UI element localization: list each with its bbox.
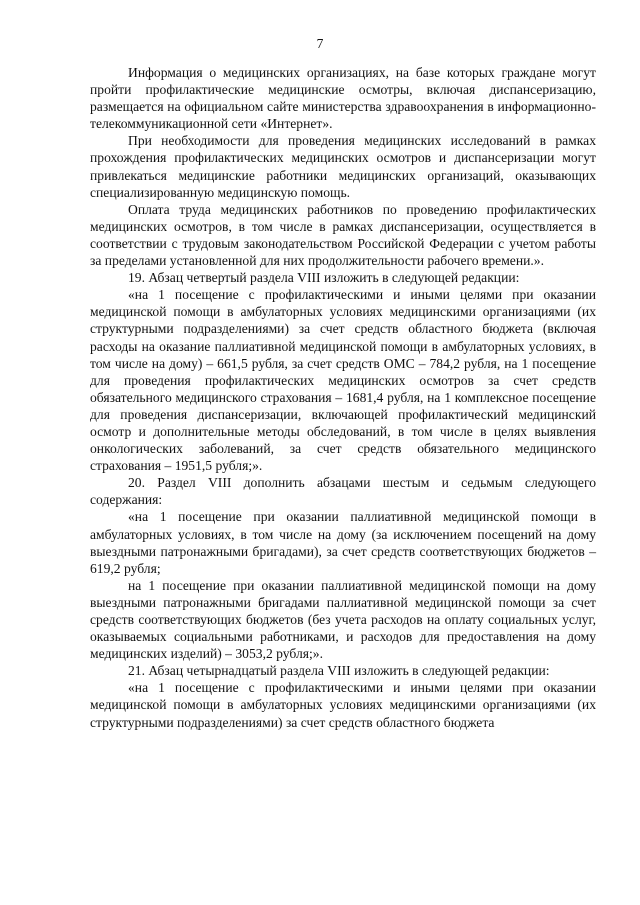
paragraph-item-20-sixth: «на 1 посещение при оказании паллиативной медицинской помощи в амбулаторных условиях, в том числе на дому (за исключением посещений на дому выездными патронажными бригадами), за счет средств соответствующих бюджетов – 619,2 рубля; bbox=[90, 509, 596, 576]
paragraph-medical-organizations-info: Информация о медицинских организациях, на базе которых граждане могут пройти профилактические медицинские осмотры, включая диспансеризацию, размещается на официальном сайте министерства здравоохранения в информационно-телекоммуникационной сети «Интернет». bbox=[90, 65, 596, 132]
paragraph-labor-payment: Оплата труда медицинских работников по проведению профилактических медицинских осмотров, в том числе в рамках диспансеризации, осуществляется в соответствии с трудовым законодательством Российской Федерации с учетом работы за пределами установленной для них продолжительности рабочего времени.». bbox=[90, 201, 596, 269]
page-number: 7 bbox=[316, 36, 324, 51]
paragraph-medical-workers-involvement: При необходимости для проведения медицинских исследований в рамках прохождения профилактических медицинских осмотров и диспансеризации могут привлекаться медицинские работники медицинских организаций, оказывающих специализированную медицинскую помощь. bbox=[90, 133, 596, 200]
paragraph-item-21: 21. Абзац четырнадцатый раздела VIII изложить в следующей редакции: bbox=[128, 663, 550, 679]
paragraph-item-19: 19. Абзац четвертый раздела VIII изложить в следующей редакции: bbox=[128, 270, 520, 286]
paragraph-item-19-text: «на 1 посещение с профилактическими и иными целями при оказании медицинской помощи в амбулаторных условиях медицинскими организациями (их структурными подразделениями) за счет средств областного бюджета (включая расходы на оказание паллиативной медицинской помощи в амбулаторных условиях, в том числе на дому) – 661,5 рубля, за счет средств ОМС – 784,2 рубля, на 1 посещение для проведения профилактических медицинских осмотров за счет средств обязательного медицинского страхования – 1681,4 рубля, на 1 комплексное посещение для проведения диспансеризации, включающей профилактический медицинский осмотр и дополнительные методы обследований, в том числе в целях выявления онкологических заболеваний, за счет средств обязательного медицинского страхования – 1951,5 рубля;». bbox=[90, 287, 596, 474]
paragraph-item-20: 20. Раздел VIII дополнить абзацами шестым и седьмым следующего содержания: bbox=[90, 475, 596, 508]
paragraph-item-21-text: «на 1 посещение с профилактическими и иными целями при оказании медицинской помощи в амбулаторных условиях медицинскими организациями (их структурными подразделениями) за счет средств областного бюджета bbox=[90, 680, 596, 730]
paragraph-item-20-seventh: на 1 посещение при оказании паллиативной медицинской помощи на дому выездными патронажными бригадами паллиативной медицинской помощи за счет средств соответствующих бюджетов (без учета расходов на оплату социальных услуг, оказываемых социальными работниками, и расходов для предоставления на дому медицинских изделий) – 3053,2 рубля;». bbox=[90, 577, 596, 662]
document-body bbox=[90, 64, 596, 731]
